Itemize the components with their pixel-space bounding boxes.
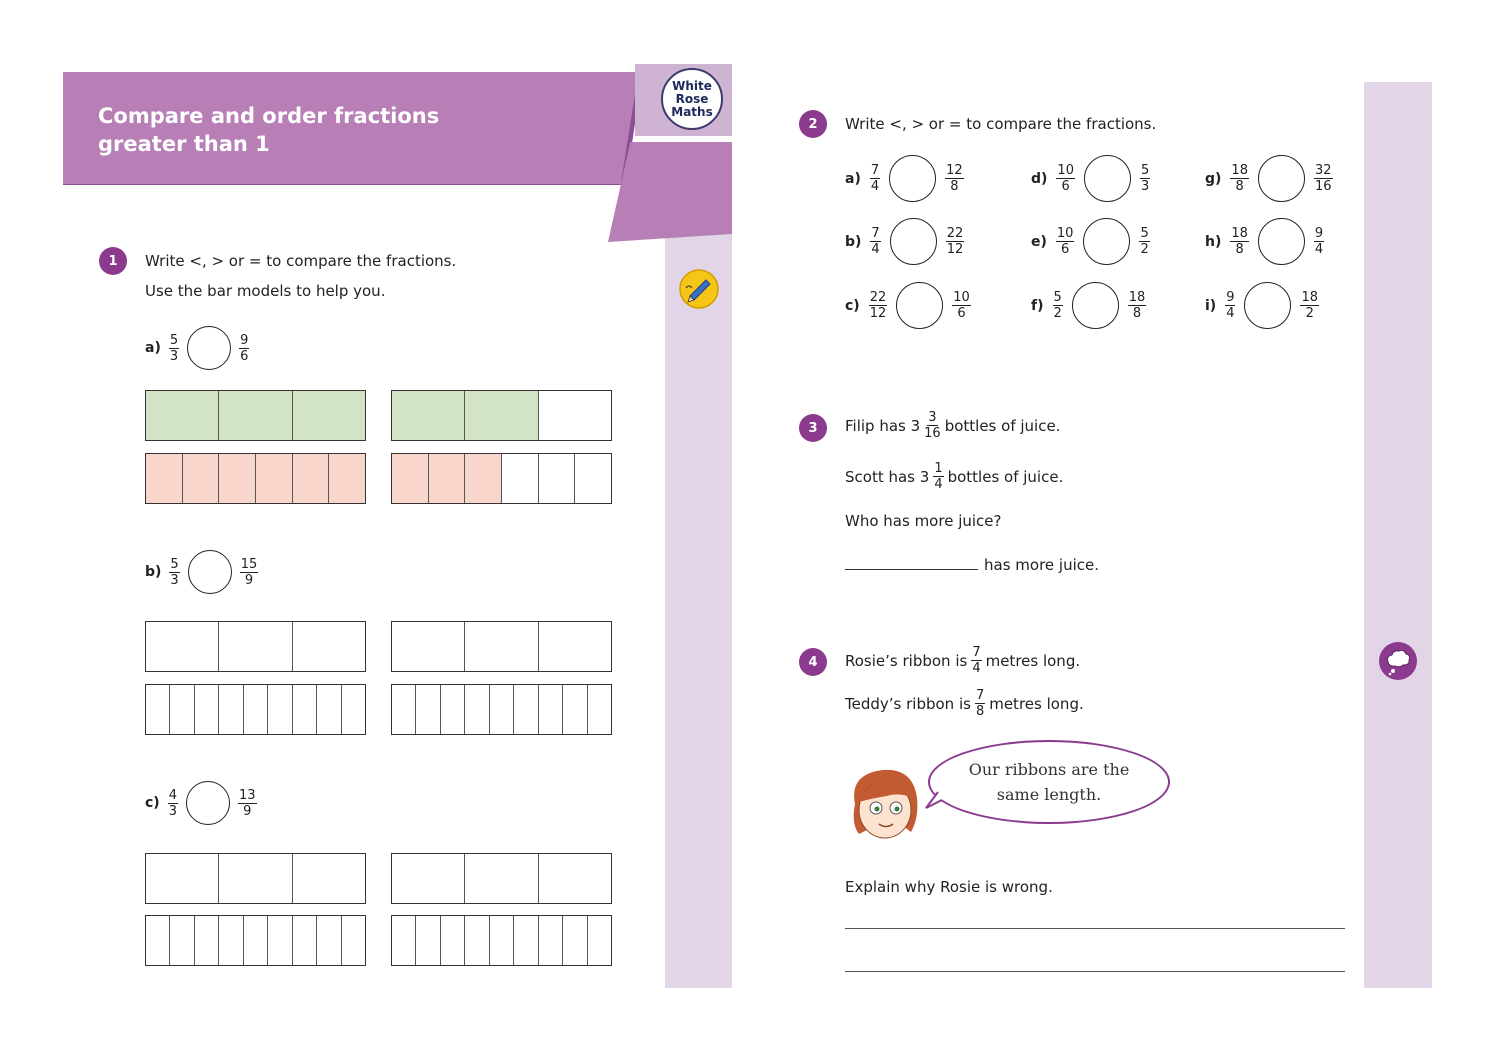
bar-cell: [293, 391, 365, 440]
q2-part: [1031, 155, 1150, 202]
bar-cell: [268, 916, 292, 965]
bar-cell: [146, 685, 170, 734]
bar-cell: [293, 854, 365, 903]
bar-cell: [170, 916, 194, 965]
bar-cell: [342, 916, 365, 965]
bar-model: [391, 915, 612, 966]
fraction: $\frac{1}{4}$: [934, 461, 943, 492]
left-page-side-strip: [665, 230, 732, 988]
bar-cell: [317, 916, 341, 965]
q2-part: [845, 218, 964, 265]
bar-cell: [392, 685, 416, 734]
speech-line-2: same length.: [996, 785, 1102, 804]
q3-answer-suffix: has more juice.: [984, 556, 1099, 574]
answer-line[interactable]: [845, 971, 1345, 972]
bar-cell: [244, 916, 268, 965]
bar-cell: [219, 854, 292, 903]
bar-cell: [416, 916, 440, 965]
bar-cell: [441, 685, 465, 734]
q3-filip-text: Filip has 3: [845, 416, 921, 435]
bar-cell: [268, 685, 292, 734]
answer-circle[interactable]: [889, 155, 936, 202]
answer-circle[interactable]: [187, 326, 231, 370]
fraction-left: $\frac{7}{4}$: [870, 163, 880, 194]
bar-cell: [392, 854, 465, 903]
question-number-1: 1: [99, 247, 127, 275]
bar-cell: [502, 454, 539, 503]
fraction-right: $\frac{9}{6}$: [240, 332, 249, 364]
bar-model: [145, 915, 366, 966]
answer-circle[interactable]: [1072, 282, 1119, 329]
bar-model: [145, 853, 366, 904]
question-number-3: 3: [799, 414, 827, 442]
bar-cell: [539, 854, 611, 903]
q2-part: [1205, 155, 1333, 202]
bar-cell: [392, 916, 416, 965]
fraction-left: $\frac{4}{3}$: [168, 787, 177, 819]
bar-model: [145, 621, 366, 672]
fraction-right: $\frac{12}{8}$: [946, 163, 963, 194]
q3-scott-text: Scott has 3: [845, 467, 930, 486]
bar-model: [391, 853, 612, 904]
bar-cell: [342, 685, 365, 734]
bar-cell: [219, 622, 292, 671]
part-label: b): [845, 233, 862, 250]
white-rose-maths-logo: White Rose Maths: [661, 68, 723, 130]
q2-part: [1031, 282, 1146, 329]
bar-cell: [219, 454, 256, 503]
bar-cell: [429, 454, 466, 503]
fraction-left: $\frac{18}{8}$: [1231, 226, 1248, 257]
fraction-left: $\frac{9}{4}$: [1226, 290, 1235, 321]
bar-model: [145, 453, 366, 504]
speech-line-1: Our ribbons are the: [968, 760, 1130, 779]
bar-cell: [465, 685, 489, 734]
part-label: i): [1205, 297, 1217, 314]
answer-circle[interactable]: [188, 550, 232, 594]
bar-cell: [195, 685, 219, 734]
part-label: e): [1031, 233, 1047, 250]
fraction-right: $\frac{15}{9}$: [240, 556, 258, 588]
fraction: $\frac{7}{8}$: [975, 688, 985, 719]
bar-cell: [317, 685, 341, 734]
fraction-left: $\frac{5}{3}$: [169, 332, 179, 364]
q3-filip: [845, 410, 1060, 441]
answer-circle[interactable]: [186, 781, 230, 825]
q3-scott-post: bottles of juice.: [947, 467, 1064, 486]
bar-cell: [392, 391, 465, 440]
bar-cell: [146, 454, 183, 503]
answer-line[interactable]: [845, 928, 1345, 929]
bar-cell: [539, 916, 563, 965]
speech-bubble-tail: [924, 790, 944, 810]
q4-teddy: [845, 688, 1084, 719]
bar-model: [145, 684, 366, 735]
answer-circle[interactable]: [1244, 282, 1291, 329]
part-label: h): [1205, 233, 1222, 250]
part-label: g): [1205, 170, 1222, 187]
fraction: $\frac{3}{16}$: [924, 410, 941, 441]
bar-cell: [514, 685, 538, 734]
fraction-left: $\frac{18}{8}$: [1231, 163, 1248, 194]
fraction-left: $\frac{10}{6}$: [1056, 226, 1074, 257]
q2-part: [1205, 218, 1324, 265]
q4-prompt: Explain why Rosie is wrong.: [845, 878, 1053, 896]
q3-filip-post: bottles of juice.: [944, 416, 1061, 435]
bar-cell: [146, 854, 219, 903]
question-number-2: 2: [799, 110, 827, 138]
bar-cell: [465, 916, 489, 965]
answer-circle[interactable]: [1083, 218, 1130, 265]
bar-cell: [244, 685, 268, 734]
fraction-right: $\frac{10}{6}$: [953, 290, 970, 321]
fraction-left: $\frac{5}{3}$: [170, 556, 179, 588]
answer-circle[interactable]: [1084, 155, 1131, 202]
fraction: $\frac{7}{4}$: [972, 645, 981, 676]
bar-cell: [293, 685, 317, 734]
q4-teddy-text: Teddy’s ribbon is: [845, 694, 971, 713]
bar-cell: [219, 916, 243, 965]
bar-cell: [563, 916, 587, 965]
q4-rosie: [845, 645, 1080, 676]
fraction-right: $\frac{13}{9}$: [238, 787, 256, 819]
bar-cell: [539, 454, 576, 503]
q4-teddy-post: metres long.: [989, 694, 1084, 713]
right-page-side-strip: [1364, 82, 1432, 988]
bar-cell: [219, 391, 292, 440]
fraction-right: $\frac{22}{12}$: [946, 226, 964, 257]
bar-cell: [465, 854, 538, 903]
bar-cell: [329, 454, 365, 503]
fraction-right: $\frac{9}{4}$: [1314, 226, 1324, 257]
bar-cell: [416, 685, 440, 734]
bar-cell: [465, 391, 538, 440]
part-label: d): [1031, 170, 1048, 187]
bar-cell: [170, 685, 194, 734]
q1-hint: Use the bar models to help you.: [145, 282, 386, 300]
q4-rosie-post: metres long.: [985, 651, 1081, 670]
bar-cell: [465, 622, 538, 671]
q1-part-b: [145, 550, 258, 594]
pencil-icon: [678, 268, 720, 310]
question-number-4: 4: [799, 648, 827, 676]
q3-scott: [845, 461, 1063, 492]
bar-cell: [539, 685, 563, 734]
bar-cell: [219, 685, 243, 734]
bar-cell: [575, 454, 611, 503]
bar-model: [145, 390, 366, 441]
q2-part: [1205, 282, 1319, 329]
bar-cell: [195, 916, 219, 965]
answer-circle[interactable]: [1258, 155, 1305, 202]
bar-model: [391, 684, 612, 735]
bar-cell: [514, 916, 538, 965]
fraction-left: $\frac{10}{6}$: [1057, 163, 1074, 194]
bar-model: [391, 390, 612, 441]
q2-part: [845, 282, 971, 329]
fraction-right: $\frac{5}{3}$: [1140, 163, 1150, 194]
bar-cell: [146, 916, 170, 965]
fraction-right: $\frac{32}{16}$: [1314, 163, 1332, 194]
bar-cell: [293, 454, 330, 503]
q1-instruction: Write <, > or = to compare the fractions.: [145, 252, 457, 270]
bar-cell: [293, 622, 365, 671]
fraction-left: $\frac{5}{2}$: [1053, 290, 1062, 321]
part-label: c): [145, 795, 160, 811]
bar-model: [391, 453, 612, 504]
bar-cell: [490, 916, 514, 965]
q3-question: Who has more juice?: [845, 512, 1002, 530]
bar-cell: [539, 391, 611, 440]
q1-part-c: [145, 781, 257, 825]
bar-cell: [588, 685, 611, 734]
q2-part: [1031, 218, 1150, 265]
bar-cell: [563, 685, 587, 734]
part-label: f): [1031, 297, 1044, 314]
bar-cell: [539, 622, 611, 671]
answer-circle[interactable]: [1258, 218, 1305, 265]
fraction-left: $\frac{7}{4}$: [871, 226, 880, 257]
bar-cell: [441, 916, 465, 965]
part-label: a): [145, 340, 161, 356]
answer-circle[interactable]: [890, 218, 937, 265]
part-label: b): [145, 564, 162, 580]
page-title: Compare and order fractions greater than 1: [98, 104, 440, 156]
fraction-left: $\frac{22}{12}$: [869, 290, 887, 321]
bar-model: [391, 621, 612, 672]
q4-rosie-text: Rosie’s ribbon is: [845, 651, 968, 670]
bar-cell: [392, 622, 465, 671]
thinking-cloud-icon: [1377, 640, 1419, 682]
bar-cell: [256, 454, 293, 503]
bar-cell: [490, 685, 514, 734]
bar-cell: [465, 454, 502, 503]
bar-cell: [588, 916, 611, 965]
bar-cell: [146, 622, 219, 671]
speech-bubble: [928, 740, 1170, 824]
bar-cell: [293, 916, 317, 965]
answer-circle[interactable]: [896, 282, 943, 329]
fraction-right: $\frac{18}{2}$: [1301, 290, 1319, 321]
part-label: c): [845, 297, 860, 314]
fraction-right: $\frac{18}{8}$: [1128, 290, 1146, 321]
q2-instruction: Write <, > or = to compare the fractions.: [845, 115, 1157, 133]
rosie-avatar: [845, 764, 925, 846]
bar-cell: [146, 391, 219, 440]
q1-part-a: [145, 326, 249, 370]
bar-cell: [183, 454, 220, 503]
q3-answer-line[interactable]: [845, 569, 978, 570]
fraction-right: $\frac{5}{2}$: [1140, 226, 1149, 257]
q2-part: [845, 155, 964, 202]
part-label: a): [845, 170, 861, 187]
bar-cell: [392, 454, 429, 503]
